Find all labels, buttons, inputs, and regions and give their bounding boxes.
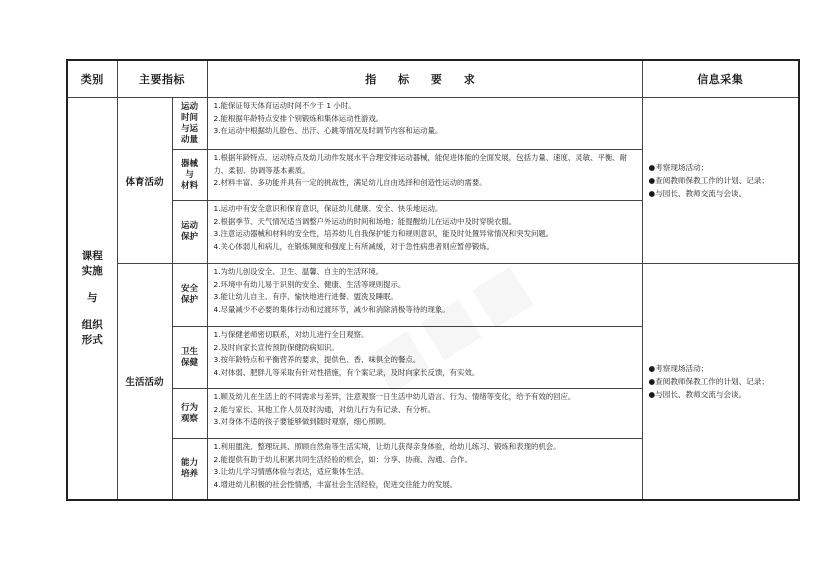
- header-category: 类别: [67, 60, 117, 98]
- sub-indicator-health: [172, 327, 207, 389]
- info-item: ●与园长、教师交流与会谈。: [648, 189, 747, 198]
- sub-indicator-text: 观察: [180, 413, 198, 424]
- sub-indicator-ability: [172, 439, 207, 500]
- requirements-health: [207, 327, 642, 389]
- sub-indicator-equipment: [172, 150, 207, 201]
- category-text: 与: [87, 291, 98, 304]
- requirement-item: 3.对身体不适的孩子要能够做到随时观察，细心照顾。: [213, 417, 391, 427]
- category-text: 课程: [81, 249, 103, 262]
- category-text: 形式: [81, 333, 103, 346]
- requirement-item: 2.能根据年龄特点安排个别锻炼和集体运动性游戏。: [213, 113, 384, 123]
- sub-indicator-text: 器械: [180, 158, 198, 169]
- requirement-item: 4.增进幼儿积极的社会性情感，丰富社会生活经验，促进交往能力的发展。: [213, 479, 458, 489]
- info-item: ●与园长、教师交流与会谈。: [648, 389, 747, 399]
- sub-indicator-safety: [172, 264, 207, 327]
- requirement-item: 3.注意运动器械和材料的安全性，培养幼儿自我保护能力和规则意识，能及时处置异常情况和突发问题。: [213, 229, 554, 239]
- requirement-item: 3.在运动中根据幼儿脸色、出汗、心跳等情况及时调节内容和运动量。: [213, 126, 443, 136]
- requirements-safety: [207, 264, 642, 327]
- sub-indicator-text: 安全: [180, 284, 198, 294]
- requirement-item: 2.根据季节、天气情况适当调整户外运动的时间和场地；能提醒幼儿在运动中及时穿脱衣服。: [213, 216, 517, 226]
- requirement-item: 3.能让幼儿自主、有序、愉快地进行进餐、盥洗及睡眠。: [213, 292, 398, 302]
- sub-indicator-text: 保健: [180, 357, 198, 368]
- requirement-item: 2.材料丰富、多功能并具有一定的挑战性，满足幼儿自由选择和创造性运动的需要。: [213, 178, 487, 188]
- sub-indicator-observation: [172, 389, 207, 439]
- requirement-item: 2.能提供有助于幼儿积累共同生活经验的机会，如：分享、协商、沟通、合作。: [213, 454, 472, 464]
- info-item: ●查阅教师保教工作的计划、记录；: [648, 376, 770, 386]
- sub-indicator-text: 材料: [180, 180, 198, 191]
- requirement-item: 1.根据年龄特点、运动特点及幼儿动作发展水平合理安排运动器械，能促进体能的全面发展，包括力量、速度、灵敏、平衡、耐力、柔韧、协调等基本素质。: [213, 153, 628, 175]
- sub-indicator-text: 能力: [180, 457, 198, 468]
- sub-indicator-text: 保护: [180, 295, 198, 305]
- header-requirements: 指 标 要 求: [207, 60, 642, 98]
- category-cell: [67, 98, 117, 500]
- requirement-item: 4.对体弱、肥胖儿等采取有针对性措施，有个案记录，及时向家长反馈，有实效。: [213, 367, 480, 377]
- info-pe: [642, 98, 799, 264]
- sub-indicator-text: 与: [185, 169, 194, 180]
- sub-indicator-text: 保护: [180, 232, 198, 242]
- category-text: 实施: [81, 264, 103, 277]
- header-info-collection: 信息采集: [642, 60, 799, 98]
- header-main-indicator: 主要指标: [117, 60, 207, 98]
- info-item: ●考察现场活动；: [648, 163, 709, 172]
- sub-indicator-text: 与运: [180, 123, 198, 134]
- requirements-equipment: [207, 150, 642, 201]
- requirements-ability: [207, 439, 642, 500]
- requirement-item: 4.尽量减少不必要的集体行动和过渡环节，减少和消除消极等待的现象。: [213, 304, 450, 314]
- requirement-item: 1.利用盥洗、整理玩具、照顾自然角等生活实境，让幼儿获得亲身体验，给幼儿练习、锻炼和表现的机会。: [213, 442, 561, 451]
- main-indicator-life: 生活活动: [117, 264, 172, 500]
- sub-indicator-text: 行为: [180, 402, 198, 413]
- sub-indicator-text: 运动: [180, 101, 198, 112]
- sub-indicator-text: 培养: [180, 468, 198, 479]
- requirement-item: 1.顾及幼儿在生活上的不同需求与差异，注意观察一日生活中幼儿语言、行为、情绪等变化，给予有效的回应。: [213, 392, 576, 401]
- requirement-item: 3.让幼儿学习情感体验与表达，适应集体生活。: [213, 467, 369, 477]
- main-indicator-pe: 体育活动: [117, 98, 172, 264]
- sub-indicator-time: [172, 98, 207, 150]
- requirement-item: 2.能与家长、其他工作人员及时沟通，对幼儿行为有记录、有分析。: [213, 404, 435, 414]
- requirements-time: [207, 98, 642, 150]
- requirement-item: 3.按年龄特点和平衡营养的要求，提供色、香、味俱全的餐点。: [213, 355, 421, 365]
- indicator-table: [66, 59, 800, 501]
- requirement-item: 4.关心体弱儿和病儿，在锻炼频度和强度上有所减缓，对于急性病患者则应暂停锻炼。: [213, 241, 495, 251]
- info-life: [642, 264, 799, 500]
- category-text: 组织: [81, 318, 103, 331]
- sub-indicator-text: 卫生: [180, 346, 198, 357]
- requirements-observation: [207, 389, 642, 439]
- info-item: ●查阅教师保教工作的计划、记录；: [648, 176, 770, 185]
- info-item: ●考察现场活动；: [648, 363, 709, 373]
- table-row: [67, 98, 799, 150]
- requirement-item: 1.与保健老师密切联系，对幼儿进行全日观察。: [213, 330, 369, 339]
- sub-indicator-text: 时间: [180, 112, 198, 123]
- requirement-item: 1.为幼儿创设安全、卫生、温馨、自主的生活环境。: [213, 267, 384, 276]
- table-header-row: [67, 60, 799, 98]
- sub-indicator-protection: [172, 201, 207, 264]
- requirements-protection: [207, 201, 642, 264]
- requirement-item: 2.及时向家长宣传预防保健防病知识。: [213, 342, 339, 352]
- table-row: [67, 264, 799, 327]
- requirement-item: 1.运动中有安全意识和保育意识，保证幼儿健康、安全、快乐地运动。: [213, 204, 443, 213]
- requirement-item: 1.能保证每天体育运动时间不少于 1 小时。: [213, 101, 356, 110]
- sub-indicator-text: 运动: [180, 221, 198, 231]
- sub-indicator-text: 动量: [180, 134, 198, 145]
- requirement-item: 2.环境中有幼儿易于识别的安全、健康、生活等规则提示。: [213, 279, 406, 289]
